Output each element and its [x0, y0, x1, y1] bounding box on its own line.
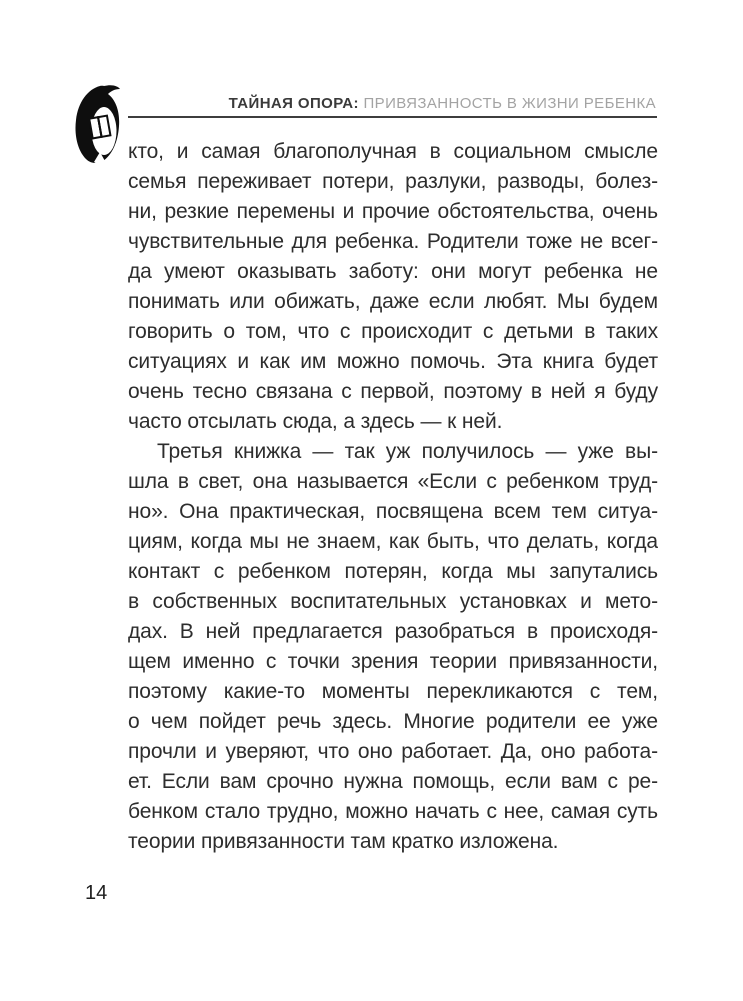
running-header-title: ТАЙНАЯ ОПОРА:: [228, 95, 359, 112]
penguin-with-book-logo: [74, 84, 126, 166]
text-line: контакт с ребенком потерян, когда мы запутались: [128, 560, 658, 583]
text-line: ситуациях и как им можно помочь. Эта книга будет: [128, 350, 658, 373]
text-line: да умеют оказывать заботу: они могут ребенка не: [128, 260, 658, 283]
text-line: но». Она практическая, посвящена всем тем ситуа-: [128, 500, 658, 523]
text-line: семья переживает потери, разлуки, разводы, болез-: [128, 170, 658, 193]
text-line: шла в свет, она называется «Если с ребенком труд-: [128, 470, 658, 493]
text-line: очень тесно связана с первой, поэтому в ней я буду: [128, 380, 658, 403]
text-line: прочли и уверяют, что оно работает. Да, оно работа-: [128, 740, 658, 763]
penguin-icon: [74, 84, 126, 166]
text-line: ет. Если вам срочно нужна помощь, если вам с ре-: [128, 770, 658, 793]
header-rule: [128, 116, 657, 118]
text-line: говорить о том, что с происходит с детьми в таких: [128, 320, 658, 343]
text-line: дах. В ней предлагается разобраться в происходя-: [128, 620, 658, 643]
text-line: бенком стало трудно, можно начать с нее, самая суть: [128, 800, 658, 823]
body-text: [128, 137, 658, 857]
text-line: кто, и самая благополучная в социальном смысле: [128, 140, 658, 163]
text-line: поэтому какие-то моменты перекликаются с тем,: [128, 680, 658, 703]
text-line: чувствительные для ребенка. Родители тоже не всег-: [128, 230, 658, 253]
text-line: Третья книжка — так уж получилось — уже вы-: [157, 440, 658, 463]
text-line: ни, резкие перемены и прочие обстоятельства, очень: [128, 200, 658, 223]
text-line: о чем пойдет речь здесь. Многие родители ее уже: [128, 710, 658, 733]
running-header: [229, 95, 656, 112]
page-number: 14: [85, 882, 108, 904]
text-line: циям, когда мы не знаем, как быть, что делать, когда: [128, 530, 658, 553]
text-line: в собственных воспитательных установках и мето-: [128, 590, 658, 613]
text-line: теории привязанности там кратко изложена.: [128, 830, 559, 853]
text-line: часто отсылать сюда, а здесь — к ней.: [128, 410, 503, 433]
text-line: щем именно с точки зрения теории привязанности,: [128, 650, 658, 673]
text-line: понимать или обижать, даже если любят. Мы будем: [128, 290, 658, 313]
running-header-subtitle: ПРИВЯЗАННОСТЬ В ЖИЗНИ РЕБЕНКА: [358, 95, 656, 112]
